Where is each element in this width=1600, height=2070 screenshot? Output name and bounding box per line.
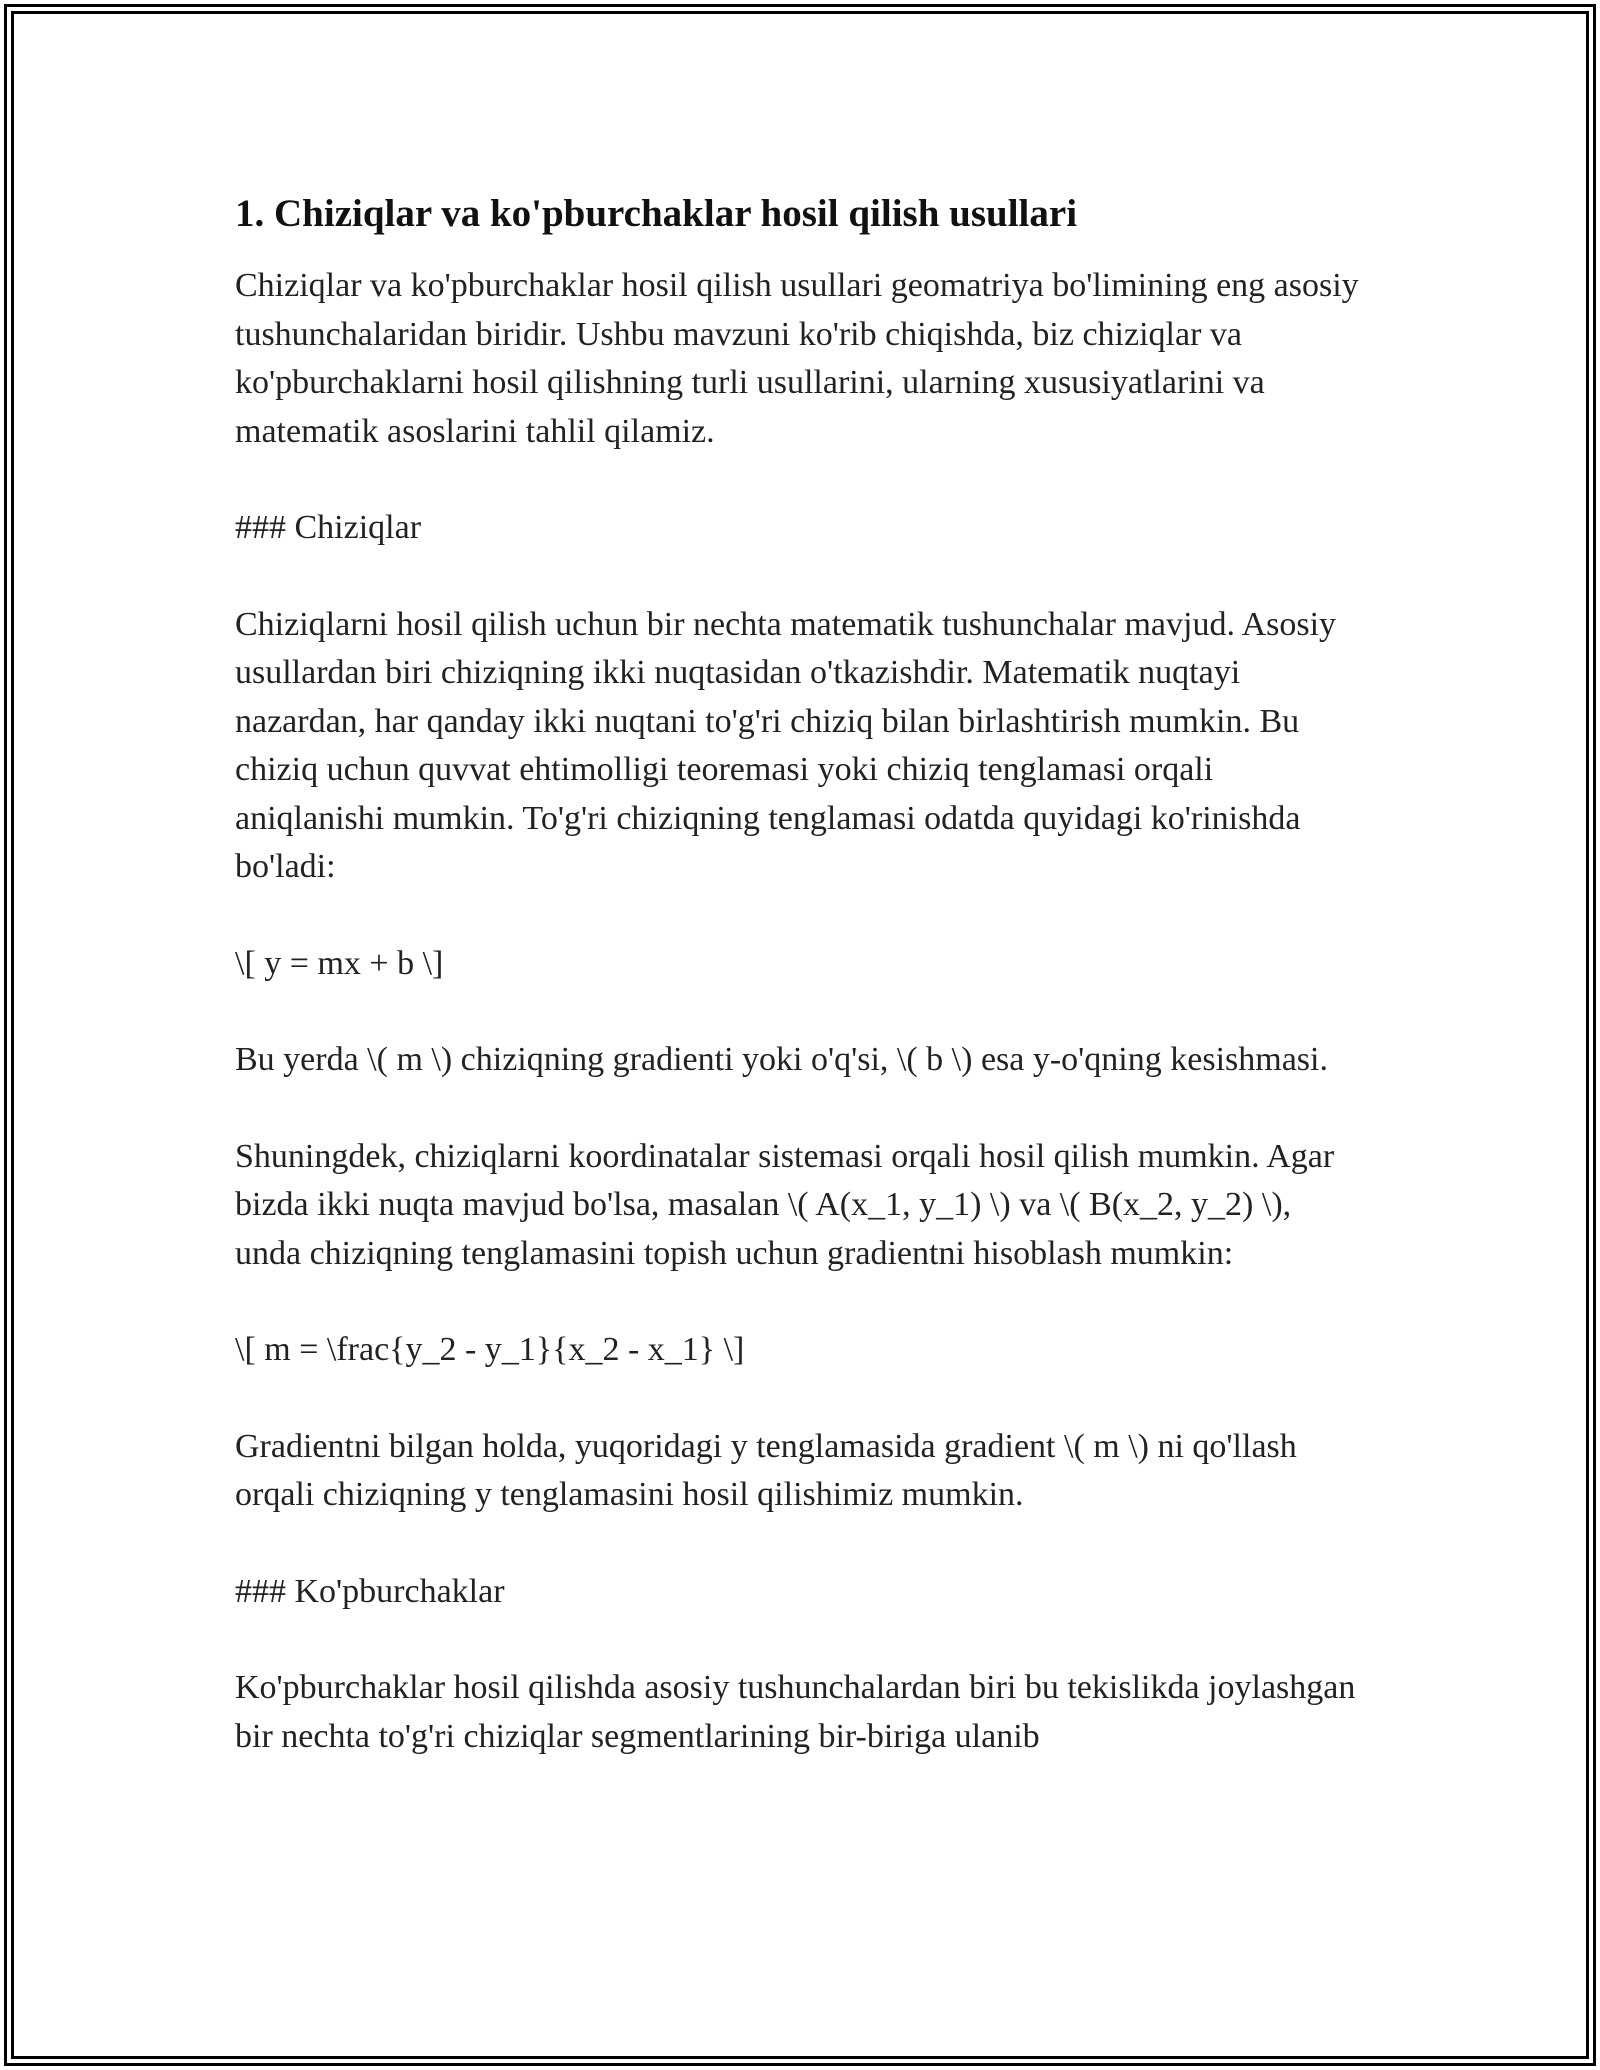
line-equation: \[ y = mx + b \] <box>235 944 444 982</box>
gradient-equation: \[ m = \frac{y_2 - y_1}{x_2 - x_1} \] <box>235 1331 745 1368</box>
intro-paragraph: Chiziqlar va ko'pburchaklar hosil qilish usullari geomatriya bo'limining eng asosiy tushunchalaridan biridir. Ushbu mavzuni ko'rib chiqishda, biz chiziqlar va ko'pburchaklarni hosil qilishning turli usullarini, ularning xususiyatlarini va matematik asoslarini tahlil qilamiz. <box>235 267 1359 450</box>
document-body <box>235 186 1365 1809</box>
chiziqlar-paragraph: Chiziqlarni hosil qilish uchun bir nechta matematik tushunchalar mavjud. Asosiy usullardan biri chiziqning ikki nuqtasidan o'tkazishdir. Matematik nuqtayi nazardan, har qanday ikki nuqtani to'g'ri chiziq bilan birlashtirish mumkin. Bu chiziq uchun quvvat ehtimolligi teoremasi yoki chiziq tenglamasi orqali aniqlanishi mumkin. To'g'ri chiziqning tenglamasi odatda quyidagi ko'rinishda bo'ladi: <box>235 605 1337 885</box>
subheading-kopburchaklar: ### Ko'pburchaklar <box>235 1572 505 1610</box>
subheading-chiziqlar: ### Chiziqlar <box>235 509 422 546</box>
section-title: 1. Chiziqlar va ko'pburchaklar hosil qilish usullari <box>235 192 1078 235</box>
equation-explanation: Bu yerda \( m \) chiziqning gradienti yoki o'q'si, \( b \) esa y-o'qning kesishmasi. <box>235 1041 1328 1078</box>
gradient-paragraph: Gradientni bilgan holda, yuqoridagi y tenglamasida gradient \( m \) ni qo'llash orqali chiziqning y tenglamasini hosil qilishimiz mumkin. <box>235 1427 1297 1513</box>
kopburchaklar-paragraph: Ko'pburchaklar hosil qilishda asosiy tushunchalardan biri bu tekislikda joylashgan bir nechta to'g'ri chiziqlar segmentlarining bir-biriga ulanib <box>235 1669 1356 1755</box>
coordinates-paragraph: Shuningdek, chiziqlarni koordinatalar sistemasi orqali hosil qilish mumkin. Agar bizda ikki nuqta mavjud bo'lsa, masalan \( A(x_1, y_1) \) va \( B(x_2, y_2) \), unda chiziqning tenglamasini topish uchun gradientni hisoblash mumkin: <box>235 1137 1335 1272</box>
